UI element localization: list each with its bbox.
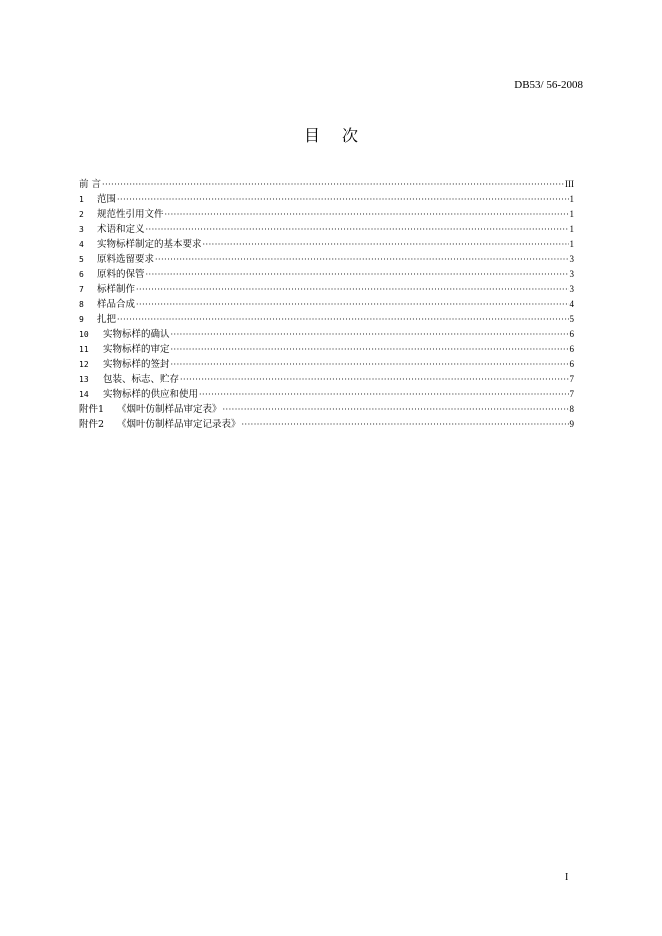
toc-entry-label: 标样制作 xyxy=(97,284,136,295)
toc-leader-dots xyxy=(242,417,569,432)
document-code: DB53/ 56-2008 xyxy=(514,79,583,91)
toc-entry-label: 实物标样的签封 xyxy=(103,359,170,370)
toc-leader-dots xyxy=(203,237,569,252)
page-number: I xyxy=(565,872,569,883)
toc-leader-dots xyxy=(180,372,568,387)
toc-leader-dots xyxy=(171,342,569,357)
toc-entry-label: 实物标样的确认 xyxy=(103,329,170,340)
toc-entry-number: 9 xyxy=(79,315,84,324)
toc-entry-11[interactable] xyxy=(79,342,574,357)
toc-entry-label: 规范性引用文件 xyxy=(97,209,164,220)
toc-entry-number: 7 xyxy=(79,285,84,294)
toc-entry-label: 原料的保管 xyxy=(97,269,145,280)
toc-entry-page: 1 xyxy=(569,239,574,249)
toc-entry-label: 实物标样制定的基本要求 xyxy=(97,239,202,250)
toc-entry-label: 前 言 xyxy=(79,179,102,190)
toc-entry-page: 6 xyxy=(569,329,574,339)
toc-entry-page: 1 xyxy=(569,194,574,204)
toc-entry-label: 范围 xyxy=(97,194,117,205)
toc-entry-page: 1 xyxy=(569,209,574,219)
toc-entry-appendix-2[interactable] xyxy=(79,417,574,432)
toc-entry-number: 6 xyxy=(79,270,84,279)
toc-entry-label: 实物标样的供应和使用 xyxy=(103,389,199,400)
toc-entry-label: 扎把 xyxy=(97,314,117,325)
toc-entry-5[interactable] xyxy=(79,252,574,267)
toc-entry-number: 11 xyxy=(79,345,89,354)
toc-entry-4[interactable] xyxy=(79,237,574,252)
toc-entry-label: 术语和定义 xyxy=(97,224,145,235)
toc-entry-page: 5 xyxy=(569,314,574,324)
toc-entry-number: 10 xyxy=(79,330,89,339)
toc-entry-6[interactable] xyxy=(79,267,574,282)
table-of-contents xyxy=(79,177,574,432)
toc-leader-dots xyxy=(102,177,564,192)
page-title xyxy=(0,123,662,146)
toc-entry-number: 附件2 xyxy=(79,419,105,430)
title-char-2: 次 xyxy=(342,126,359,145)
toc-entry-page: 3 xyxy=(569,284,574,294)
toc-entry-number: 12 xyxy=(79,360,89,369)
toc-entry-number: 1 xyxy=(79,195,84,204)
toc-entry-page: 7 xyxy=(569,389,574,399)
toc-entry-number: 4 xyxy=(79,240,84,249)
toc-entry-number: 8 xyxy=(79,300,84,309)
toc-entry-2[interactable] xyxy=(79,207,574,222)
toc-entry-label: 实物标样的审定 xyxy=(103,344,170,355)
toc-entry-page: 1 xyxy=(569,224,574,234)
toc-entry-page: 3 xyxy=(569,254,574,264)
toc-entry-page: III xyxy=(565,179,574,189)
toc-entry-number: 5 xyxy=(79,255,84,264)
toc-leader-dots xyxy=(199,387,568,402)
toc-leader-dots xyxy=(136,282,568,297)
toc-entry-page: 9 xyxy=(569,419,574,429)
toc-entry-14[interactable] xyxy=(79,387,574,402)
toc-leader-dots xyxy=(171,327,569,342)
toc-entry-label: 《烟叶仿制样品审定表》 xyxy=(117,404,222,415)
toc-leader-dots xyxy=(223,402,569,417)
toc-leader-dots xyxy=(146,267,569,282)
toc-entry-label: 原料选留要求 xyxy=(97,254,155,265)
toc-entry-7[interactable] xyxy=(79,282,574,297)
toc-entry-9[interactable] xyxy=(79,312,574,327)
toc-entry-number: 13 xyxy=(79,375,89,384)
toc-leader-dots xyxy=(165,207,569,222)
toc-entry-number: 3 xyxy=(79,225,84,234)
toc-entry-page: 8 xyxy=(569,404,574,414)
toc-entry-number: 2 xyxy=(79,210,84,219)
toc-entry-10[interactable] xyxy=(79,327,574,342)
toc-entry-page: 4 xyxy=(569,299,574,309)
toc-entry-1[interactable] xyxy=(79,192,574,207)
toc-leader-dots xyxy=(117,312,568,327)
toc-leader-dots xyxy=(171,357,569,372)
title-char-1: 目 xyxy=(303,126,320,145)
toc-leader-dots xyxy=(136,297,568,312)
toc-leader-dots xyxy=(117,192,568,207)
toc-leader-dots xyxy=(146,222,569,237)
toc-entry-foreword[interactable] xyxy=(79,177,574,192)
toc-entry-12[interactable] xyxy=(79,357,574,372)
toc-entry-appendix-1[interactable] xyxy=(79,402,574,417)
toc-entry-page: 6 xyxy=(569,344,574,354)
toc-entry-number: 14 xyxy=(79,390,89,399)
toc-leader-dots xyxy=(155,252,568,267)
toc-entry-number: 附件1 xyxy=(79,404,105,415)
toc-entry-label: 样品合成 xyxy=(97,299,136,310)
toc-entry-page: 7 xyxy=(569,374,574,384)
toc-entry-label: 包装、标志、贮存 xyxy=(103,374,180,385)
toc-entry-page: 6 xyxy=(569,359,574,369)
toc-entry-13[interactable] xyxy=(79,372,574,387)
toc-entry-8[interactable] xyxy=(79,297,574,312)
toc-entry-page: 3 xyxy=(569,269,574,279)
toc-entry-3[interactable] xyxy=(79,222,574,237)
toc-entry-label: 《烟叶仿制样品审定记录表》 xyxy=(117,419,241,430)
